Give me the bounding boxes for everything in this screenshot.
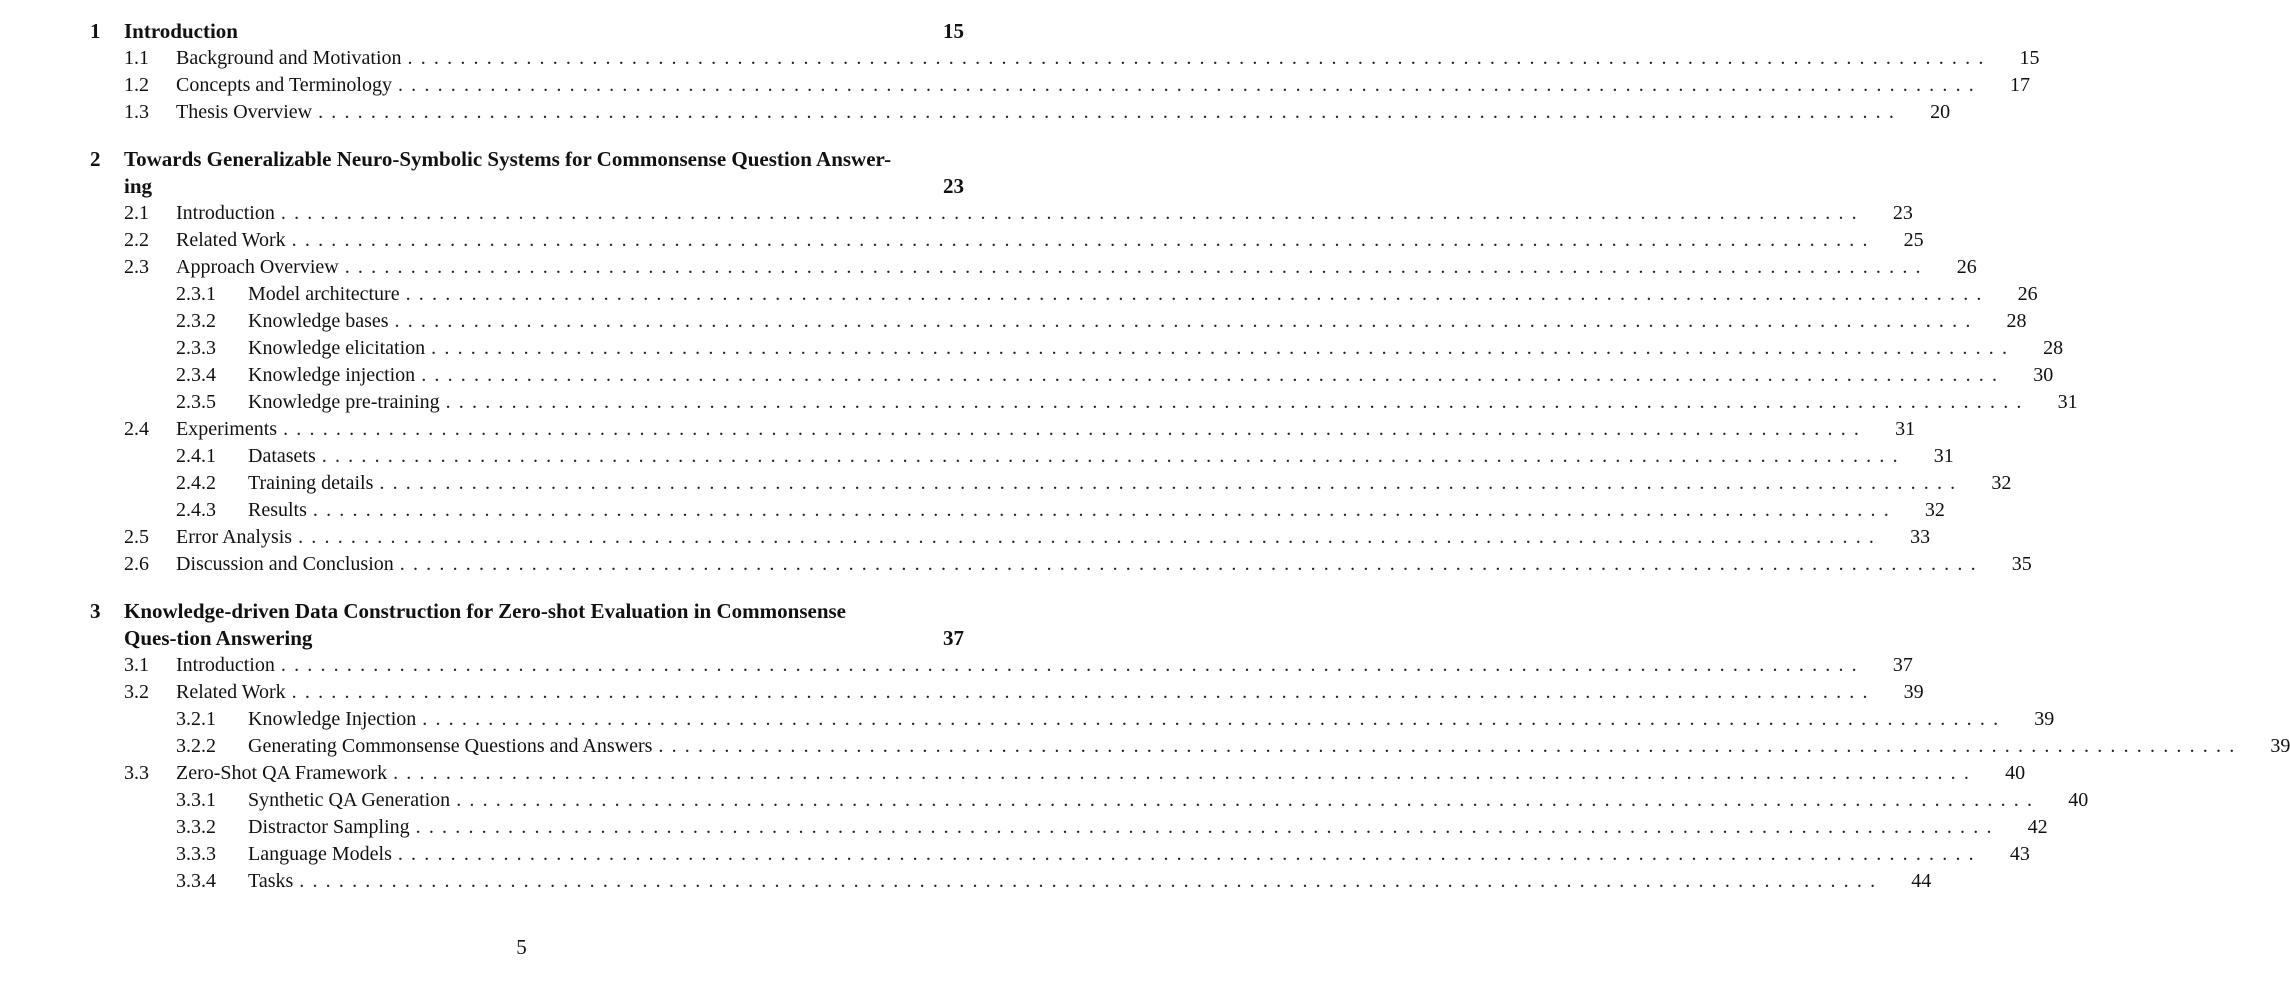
toc-section-entry[interactable] bbox=[90, 760, 2026, 787]
entry-title: Thesis Overview bbox=[176, 101, 313, 123]
dot-leader: ........................................................................................................................ bbox=[407, 47, 1992, 69]
dot-leader: ........................................................................................................................ bbox=[394, 310, 1979, 332]
entry-title: Related Work bbox=[176, 681, 286, 703]
entry-number: 2.4.1 bbox=[176, 445, 216, 467]
entry-page: 44 bbox=[1911, 870, 1932, 892]
entry-page: 30 bbox=[2033, 364, 2054, 386]
toc-section-entry[interactable] bbox=[90, 679, 1924, 706]
chapter-page: 37 bbox=[943, 626, 964, 650]
entry-page: 26 bbox=[1956, 256, 1977, 278]
entry-page: 20 bbox=[1930, 101, 1951, 123]
entry-number: 3.3.4 bbox=[176, 870, 216, 892]
entry-number: 2.3.2 bbox=[176, 310, 216, 332]
entry-number: 3.2.2 bbox=[176, 735, 216, 757]
entry-number: 2.4.3 bbox=[176, 499, 216, 521]
entry-number: 3.2.1 bbox=[176, 708, 216, 730]
entry-title: Results bbox=[248, 499, 307, 521]
entry-page: 39 bbox=[2034, 708, 2055, 730]
entry-number: 2.3.1 bbox=[176, 283, 216, 305]
entry-number: 2.5 bbox=[124, 526, 149, 548]
entry-number: 3.3.3 bbox=[176, 843, 216, 865]
entry-number: 2.1 bbox=[124, 202, 149, 224]
dot-leader: ........................................................................................................................ bbox=[445, 391, 2030, 413]
entry-page: 40 bbox=[2005, 762, 2026, 784]
entry-page: 31 bbox=[1933, 445, 1954, 467]
entry-page: 43 bbox=[2009, 843, 2030, 865]
entry-number: 1.2 bbox=[124, 74, 149, 96]
entry-title: Background and Motivation bbox=[176, 47, 402, 69]
chapter-title: Towards Generalizable Neuro-Symbolic Systems for Commonsense Question Answer-ing bbox=[124, 147, 892, 198]
toc-subsection-entry[interactable] bbox=[90, 470, 2012, 497]
dot-leader: ........................................................................................................................ bbox=[415, 816, 2000, 838]
dot-leader: ........................................................................................................................ bbox=[393, 762, 1978, 784]
toc-subsection-entry[interactable] bbox=[90, 787, 2089, 814]
entry-number: 2.4.2 bbox=[176, 472, 216, 494]
entry-number: 3.3 bbox=[124, 762, 149, 784]
chapter-number: 2 bbox=[90, 147, 101, 171]
entry-number: 3.1 bbox=[124, 654, 149, 676]
entry-number: 2.3.3 bbox=[176, 337, 216, 359]
entry-page: 42 bbox=[2027, 816, 2048, 838]
entry-title: Knowledge injection bbox=[248, 364, 416, 386]
chapter-heading[interactable] bbox=[90, 146, 964, 200]
dot-leader: ........................................................................................................................ bbox=[397, 74, 1982, 96]
dot-leader: ........................................................................................................................ bbox=[299, 870, 1884, 892]
chapter-3 bbox=[90, 598, 2290, 895]
chapter-number: 3 bbox=[90, 599, 101, 623]
entry-page: 15 bbox=[2019, 47, 2040, 69]
toc-subsection-entry[interactable] bbox=[90, 814, 2048, 841]
entry-title: Knowledge pre-training bbox=[248, 391, 440, 413]
entry-title: Knowledge elicitation bbox=[248, 337, 426, 359]
toc-subsection-entry[interactable] bbox=[90, 443, 1954, 470]
entry-number: 1.3 bbox=[124, 101, 149, 123]
toc-section-entry[interactable] bbox=[90, 99, 1951, 126]
toc-section-entry[interactable] bbox=[90, 551, 2032, 578]
entry-title: Approach Overview bbox=[176, 256, 339, 278]
entry-title: Model architecture bbox=[248, 283, 400, 305]
dot-leader: ........................................................................................................................ bbox=[456, 789, 2041, 811]
dot-leader: ........................................................................................................................ bbox=[291, 229, 1876, 251]
entry-title: Datasets bbox=[248, 445, 316, 467]
entry-number: 3.3.1 bbox=[176, 789, 216, 811]
chapter-number: 1 bbox=[90, 19, 101, 43]
entry-page: 40 bbox=[2068, 789, 2089, 811]
entry-page: 33 bbox=[1910, 526, 1931, 548]
toc-section-entry[interactable] bbox=[90, 200, 1913, 227]
toc-subsection-entry[interactable] bbox=[90, 706, 2055, 733]
chapter-page: 15 bbox=[943, 19, 964, 43]
dot-leader: ........................................................................................................................ bbox=[283, 418, 1868, 440]
entry-title: Concepts and Terminology bbox=[176, 74, 392, 96]
toc-subsection-entry[interactable] bbox=[90, 733, 2290, 760]
entry-title: Related Work bbox=[176, 229, 286, 251]
dot-leader: ........................................................................................................................ bbox=[280, 202, 1865, 224]
toc-section-entry[interactable] bbox=[90, 72, 2030, 99]
dot-leader: ........................................................................................................................ bbox=[312, 499, 1897, 521]
dot-leader: ........................................................................................................................ bbox=[397, 843, 1982, 865]
entry-number: 2.2 bbox=[124, 229, 149, 251]
toc-section-entry[interactable] bbox=[90, 652, 1913, 679]
toc-section-entry[interactable] bbox=[90, 524, 1931, 551]
toc-subsection-entry[interactable] bbox=[90, 841, 2030, 868]
chapter-heading[interactable] bbox=[90, 18, 964, 45]
dot-leader: ........................................................................................................................ bbox=[321, 445, 1906, 467]
entry-number: 2.3.5 bbox=[176, 391, 216, 413]
entry-page: 31 bbox=[2057, 391, 2078, 413]
toc-subsection-entry[interactable] bbox=[90, 335, 2064, 362]
entry-page: 31 bbox=[1895, 418, 1916, 440]
table-of-contents bbox=[90, 18, 2290, 895]
entry-page: 25 bbox=[1903, 229, 1924, 251]
dot-leader: ........................................................................................................................ bbox=[431, 337, 2016, 359]
toc-section-entry[interactable] bbox=[90, 45, 2040, 72]
chapter-page: 23 bbox=[943, 174, 964, 198]
dot-leader: ........................................................................................................................ bbox=[318, 101, 1903, 123]
entry-number: 2.3 bbox=[124, 256, 149, 278]
entry-page: 35 bbox=[2011, 553, 2032, 575]
toc-subsection-entry[interactable] bbox=[90, 281, 2038, 308]
entry-title: Knowledge Injection bbox=[248, 708, 417, 730]
entry-page: 39 bbox=[2270, 735, 2290, 757]
entry-number: 2.6 bbox=[124, 553, 149, 575]
entry-number: 2.4 bbox=[124, 418, 149, 440]
chapter-title: Introduction bbox=[124, 19, 238, 43]
toc-subsection-entry[interactable] bbox=[90, 868, 1932, 895]
chapter-title: Knowledge-driven Data Construction for Zero-shot Evaluation in Commonsense Ques-tion Answering bbox=[124, 599, 846, 650]
entry-title: Zero-Shot QA Framework bbox=[176, 762, 388, 784]
toc-section-entry[interactable] bbox=[90, 227, 1924, 254]
toc-subsection-entry[interactable] bbox=[90, 362, 2054, 389]
entry-title: Distractor Sampling bbox=[248, 816, 410, 838]
entry-title: Experiments bbox=[176, 418, 278, 440]
toc-subsection-entry[interactable] bbox=[90, 308, 2027, 335]
toc-subsection-entry[interactable] bbox=[90, 497, 1945, 524]
entry-title: Tasks bbox=[248, 870, 294, 892]
entry-title: Synthetic QA Generation bbox=[248, 789, 451, 811]
entry-number: 3.3.2 bbox=[176, 816, 216, 838]
entry-title: Introduction bbox=[176, 202, 275, 224]
dot-leader: ........................................................................................................................ bbox=[280, 654, 1865, 676]
toc-section-entry[interactable] bbox=[90, 254, 1977, 281]
dot-leader: ........................................................................................................................ bbox=[405, 283, 1990, 305]
entry-page: 28 bbox=[2006, 310, 2027, 332]
entry-page: 32 bbox=[1991, 472, 2012, 494]
entry-page: 39 bbox=[1903, 681, 1924, 703]
chapter-1 bbox=[90, 18, 2040, 126]
dot-leader: ........................................................................................................................ bbox=[344, 256, 1929, 278]
entry-page: 23 bbox=[1892, 202, 1913, 224]
entry-title: Discussion and Conclusion bbox=[176, 553, 394, 575]
entry-number: 2.3.4 bbox=[176, 364, 216, 386]
entry-number: 3.2 bbox=[124, 681, 149, 703]
entry-number: 1.1 bbox=[124, 47, 149, 69]
entry-page: 37 bbox=[1892, 654, 1913, 676]
dot-leader: ........................................................................................................................ bbox=[379, 472, 1964, 494]
entry-title: Generating Commonsense Questions and Answers bbox=[248, 735, 653, 757]
toc-subsection-entry[interactable] bbox=[90, 389, 2078, 416]
toc-section-entry[interactable] bbox=[90, 416, 1916, 443]
dot-leader: ........................................................................................................................ bbox=[421, 364, 2006, 386]
dot-leader: ........................................................................................................................ bbox=[658, 735, 2243, 757]
entry-page: 28 bbox=[2043, 337, 2064, 359]
chapter-2 bbox=[90, 146, 2078, 578]
entry-page: 26 bbox=[2017, 283, 2038, 305]
dot-leader: ........................................................................................................................ bbox=[422, 708, 2007, 730]
entry-title: Introduction bbox=[176, 654, 275, 676]
dot-leader: ........................................................................................................................ bbox=[291, 681, 1876, 703]
entry-title: Error Analysis bbox=[176, 526, 293, 548]
entry-title: Knowledge bases bbox=[248, 310, 389, 332]
chapter-heading[interactable] bbox=[90, 598, 964, 652]
entry-page: 17 bbox=[2009, 74, 2030, 96]
entry-page: 32 bbox=[1924, 499, 1945, 521]
page-number: 5 bbox=[516, 935, 527, 959]
entry-title: Language Models bbox=[248, 843, 392, 865]
entry-title: Training details bbox=[248, 472, 374, 494]
dot-leader: ........................................................................................................................ bbox=[399, 553, 1984, 575]
dot-leader: ........................................................................................................................ bbox=[298, 526, 1883, 548]
